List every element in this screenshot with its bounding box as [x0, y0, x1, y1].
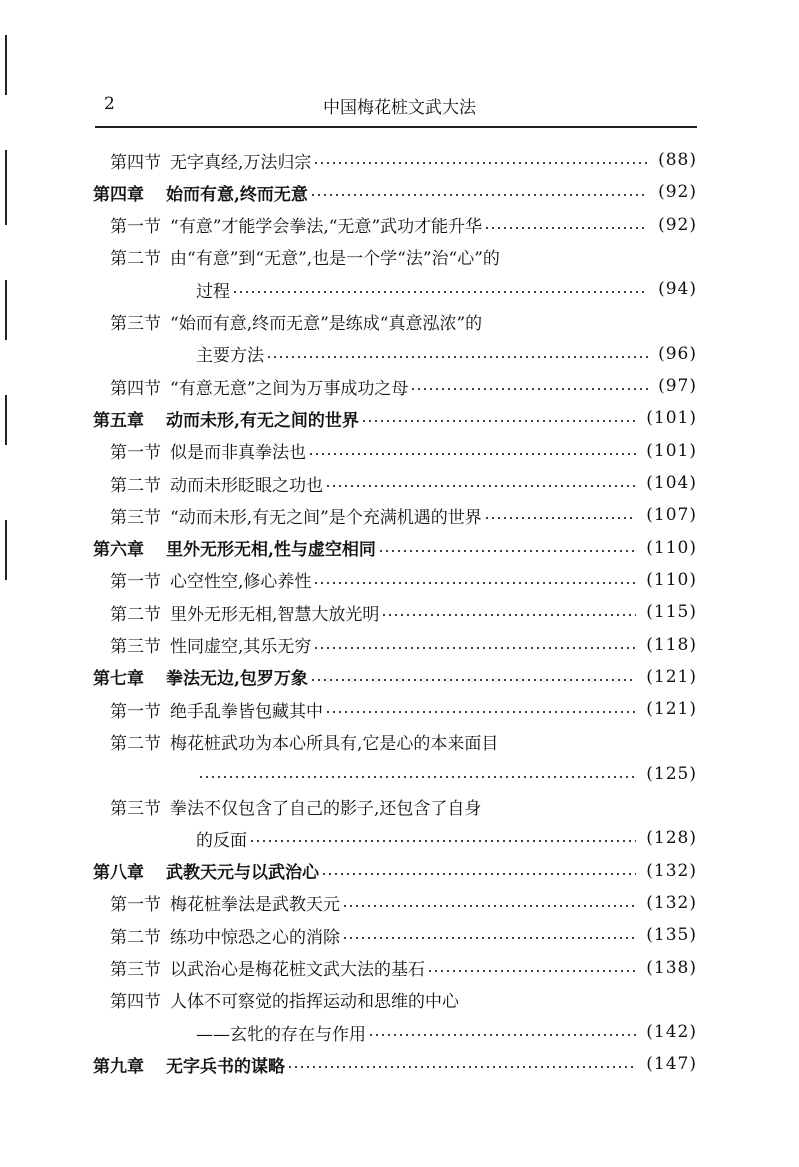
entry-title: 拳法不仅包含了自己的影子,还包含了自身: [170, 798, 482, 819]
entry-title: 以武治心是梅花桩文武大法的基石: [170, 960, 425, 980]
entry-label: 第三节: [110, 798, 161, 819]
entry-page-number: (142): [646, 1022, 697, 1043]
entry-body: [170, 503, 697, 528]
toc-section-entry[interactable]: [0, 210, 799, 240]
entry-page-number: (110): [646, 537, 697, 558]
entry-label: 第一节: [110, 217, 161, 238]
entry-title: 无字真经,万法归宗: [170, 152, 312, 173]
entry-body: [170, 923, 697, 948]
entry-page-number: (115): [646, 602, 697, 623]
toc-chapter-entry[interactable]: [0, 403, 799, 433]
entry-page-number: (94): [658, 279, 697, 300]
entry-body: [196, 277, 697, 302]
toc-section-entry[interactable]: [0, 500, 799, 530]
entry-page-number: (121): [646, 699, 697, 720]
toc-section-entry[interactable]: [0, 726, 799, 756]
toc-section-entry[interactable]: [0, 985, 799, 1015]
entry-body: [170, 794, 697, 819]
entry-body: [196, 764, 697, 784]
entry-label: 第二节: [110, 475, 161, 496]
entry-title: 似是而非真拳法也: [170, 443, 306, 464]
entry-title: 里外无形无相,智慧大放光明: [170, 604, 380, 625]
dot-leader: [310, 193, 648, 197]
dot-leader: [266, 355, 648, 359]
entry-page-number: (92): [658, 182, 697, 203]
entry-title: 拳法无边,包罗万象: [166, 669, 308, 690]
entry-body: [170, 471, 697, 496]
entry-body: [170, 632, 697, 657]
entry-label: 第一节: [110, 572, 161, 593]
header-rule: [95, 126, 697, 128]
entry-title: 绝手乱拳皆包藏其中: [170, 701, 323, 722]
entry-title: 心空性空,修心养性: [170, 572, 312, 593]
entry-page-number: (92): [658, 214, 697, 235]
dot-leader: [378, 549, 636, 553]
entry-label: 第一节: [110, 895, 161, 916]
entry-title: 始而有意,终而无意: [166, 184, 308, 205]
entry-page-number: (125): [646, 763, 697, 784]
entry-page-number: (104): [646, 473, 697, 493]
dot-leader: [361, 419, 636, 423]
entry-title: 武教天元与以武治心: [166, 863, 319, 884]
entry-label: 第二节: [110, 733, 161, 754]
toc-entry-row[interactable]: [0, 759, 799, 789]
entry-label: 第二节: [110, 249, 161, 270]
entry-label: 第三节: [110, 637, 161, 657]
entry-page-number: (101): [646, 408, 697, 429]
toc-chapter-entry[interactable]: [0, 662, 799, 692]
entry-body: [170, 697, 697, 722]
entry-body: [170, 729, 697, 754]
dot-leader: [313, 161, 648, 165]
entry-label: 第三节: [110, 507, 161, 528]
toc-chapter-entry[interactable]: [0, 856, 799, 886]
entry-body: [166, 858, 697, 883]
dot-leader: [342, 904, 636, 908]
toc-section-entry[interactable]: [0, 242, 799, 272]
dot-leader: [484, 516, 636, 520]
toc-section-entry[interactable]: [0, 694, 799, 724]
toc-section-entry[interactable]: [0, 888, 799, 918]
entry-label: 第二节: [110, 604, 161, 625]
toc-section-entry[interactable]: [0, 468, 799, 498]
entry-body: [166, 664, 697, 689]
dot-leader: [313, 646, 636, 650]
dot-leader: [310, 678, 636, 682]
entry-label: 第八章: [93, 863, 144, 884]
entry-page-number: (97): [658, 376, 697, 397]
toc-entry-row[interactable]: [0, 274, 799, 304]
entry-page-number: (147): [646, 1054, 697, 1075]
entry-body: [170, 567, 697, 592]
entry-page-number: (132): [646, 892, 697, 913]
entry-title: 无字兵书的谋略: [166, 1056, 285, 1077]
entry-label: 第七章: [93, 669, 144, 690]
entry-label: 第一节: [110, 443, 161, 464]
dot-leader: [368, 1033, 636, 1037]
entry-title: 动而未形,有无之间的世界: [166, 410, 359, 431]
dot-leader: [325, 484, 636, 488]
entry-body: [170, 148, 697, 173]
entry-body: [170, 438, 697, 463]
entry-page-number: (110): [646, 569, 697, 590]
entry-title: 过程: [196, 281, 230, 302]
dot-leader: [342, 936, 636, 940]
entry-page-number: (132): [646, 860, 697, 881]
entry-page-number: (101): [646, 440, 697, 461]
entry-page-number: (118): [646, 634, 697, 655]
entry-title: ——玄牝的存在与作用: [196, 1024, 366, 1045]
dot-leader: [249, 839, 636, 843]
entry-body: [170, 890, 697, 915]
entry-page-number: (88): [658, 150, 697, 170]
entry-body: [170, 212, 697, 237]
entry-body: [196, 1020, 697, 1045]
entry-title: 练功中惊恐之心的消除: [170, 927, 340, 948]
entry-title: 性同虚空,其乐无穷: [170, 637, 312, 657]
entry-title: 梅花桩武功为本心所具有,它是心的本来面目: [170, 733, 499, 754]
toc-entry-row[interactable]: [0, 823, 799, 853]
toc-section-entry[interactable]: [0, 791, 799, 821]
toc-chapter-entry[interactable]: [0, 1049, 799, 1079]
entry-title: 人体不可察觉的指挥运动和思维的中心: [170, 992, 459, 1013]
entry-title: “有意无意”之间为万事成功之母: [170, 378, 409, 399]
dot-leader: [287, 1065, 636, 1069]
entry-title: 里外无形无相,性与虚空相同: [166, 540, 376, 561]
dot-leader: [321, 872, 636, 876]
entry-body: [170, 600, 697, 625]
entry-page-number: (138): [646, 957, 697, 978]
running-header-title: 中国梅花桩文武大法: [323, 98, 476, 118]
entry-body: [196, 341, 697, 366]
entry-page-number: (121): [646, 666, 697, 687]
entry-body: [166, 406, 697, 431]
dot-leader: [484, 226, 648, 230]
entry-label: 第六章: [93, 540, 144, 561]
toc-entry-row[interactable]: [0, 1017, 799, 1047]
entry-label: 第三节: [110, 314, 161, 334]
entry-body: [166, 180, 697, 205]
toc-entry-row[interactable]: [0, 339, 799, 369]
entry-label: 第四节: [110, 992, 161, 1013]
dot-leader: [325, 710, 636, 714]
entry-title: 的反面: [196, 830, 247, 851]
entry-title: 由“有意”到“无意”,也是一个学“法”治“心”的: [170, 249, 500, 270]
entry-title: 动而未形眨眼之功也: [170, 475, 323, 496]
entry-body: [170, 309, 697, 334]
toc-section-entry[interactable]: [0, 565, 799, 595]
entry-page-number: (128): [646, 828, 697, 849]
dot-leader: [198, 775, 636, 779]
scan-edge-mark: [5, 35, 7, 95]
entry-label: 第四章: [93, 184, 144, 205]
dot-leader: [410, 387, 648, 391]
toc-section-entry[interactable]: [0, 307, 799, 337]
entry-label: 第五章: [93, 410, 144, 431]
toc-chapter-entry[interactable]: [0, 177, 799, 207]
entry-body: [170, 987, 697, 1012]
entry-body: [170, 374, 697, 399]
entry-title: “动而未形,有无之间”是个充满机遇的世界: [170, 507, 482, 528]
toc-section-entry[interactable]: [0, 371, 799, 401]
dot-leader: [427, 969, 636, 973]
entry-page-number: (107): [646, 505, 697, 526]
entry-body: [170, 955, 697, 980]
entry-page-number: (96): [658, 343, 697, 364]
toc-section-entry[interactable]: [0, 145, 799, 175]
page-number: 2: [104, 94, 115, 114]
toc-section-entry[interactable]: [0, 436, 799, 466]
entry-label: 第九章: [93, 1056, 144, 1077]
entry-body: [166, 535, 697, 560]
toc-section-entry[interactable]: [0, 630, 799, 660]
toc-section-entry[interactable]: [0, 953, 799, 983]
entry-body: [170, 244, 697, 269]
entry-label: 第三节: [110, 960, 161, 980]
entry-label: 第一节: [110, 701, 161, 722]
entry-body: [196, 826, 697, 851]
entry-page-number: (135): [646, 925, 697, 946]
dot-leader: [232, 290, 648, 294]
entry-title: 梅花桩拳法是武教天元: [170, 895, 340, 916]
entry-title: “始而有意,终而无意”是练成“真意泓浓”的: [170, 314, 483, 334]
entry-title: 主要方法: [196, 346, 264, 367]
dot-leader: [313, 581, 636, 585]
toc-section-entry[interactable]: [0, 597, 799, 627]
entry-label: 第二节: [110, 927, 161, 948]
toc-chapter-entry[interactable]: [0, 533, 799, 563]
entry-label: 第四节: [110, 378, 161, 399]
entry-title: “有意”才能学会拳法,“无意”武功才能升华: [170, 217, 483, 238]
dot-leader: [381, 613, 636, 617]
entry-label: 第四节: [110, 152, 161, 173]
toc-section-entry[interactable]: [0, 920, 799, 950]
dot-leader: [308, 452, 636, 456]
entry-body: [166, 1052, 697, 1077]
